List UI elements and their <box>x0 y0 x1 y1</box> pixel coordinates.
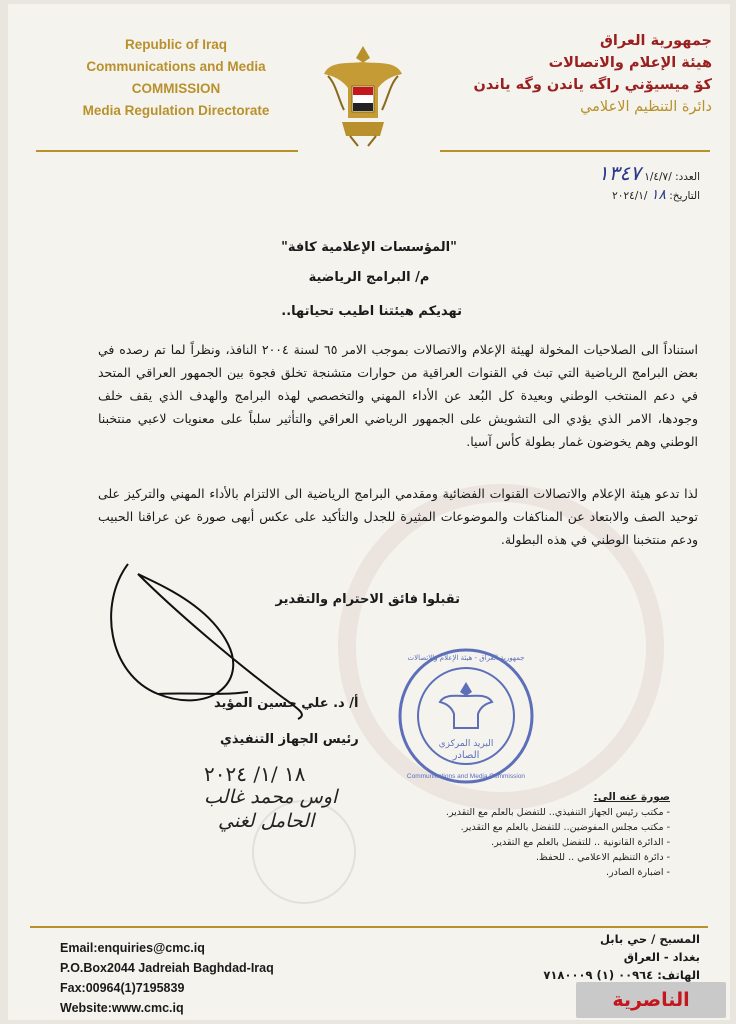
header-en-line-4: Media Regulation Directorate <box>82 103 270 118</box>
iraq-eagle-emblem-icon <box>320 40 406 150</box>
subject-line: م/ البرامج الرياضية <box>308 270 430 285</box>
copies-item: - مكتب مجلس المفوضين.. للتفضل بالعلم مع التقدير. <box>460 822 670 833</box>
stamp-outer-text-en: Communications and Media Commission <box>406 773 526 780</box>
recipient-to: "المؤسسات الإعلامية كافة" <box>281 240 457 255</box>
copies-item: - الدائرة القانونية .. للتفضل بالعلم مع التقدير. <box>491 837 670 848</box>
copies-item: - دائرة التنظيم الاعلامي .. للحفظ. <box>536 852 670 863</box>
reference-number-label: العدد: <box>675 171 700 183</box>
footer-fax: Fax:00964(1)7195839 <box>60 981 185 995</box>
closing-line: تقبلوا فائق الاحترام والتقدير <box>275 592 460 607</box>
reference-date-label: التاريخ: <box>669 190 700 202</box>
header-divider-right <box>440 150 710 152</box>
signatory-title: رئيس الجهاز التنفيذي <box>220 732 359 747</box>
reference-number-value: ١٣٤٧ <box>597 161 641 185</box>
header-en-line-3: COMMISSION <box>131 81 221 96</box>
footer-website: Website:www.cmc.iq <box>60 1001 184 1015</box>
copies-item: - مكتب رئيس الجهاز التنفيذي.. للتفضل بالعلم مع التقدير. <box>445 807 670 818</box>
letter-page <box>8 4 730 1020</box>
header-ar-line-1: جمهورية العراق <box>599 33 712 49</box>
header-ar-line-2: هيئة الإعلام والاتصالات <box>548 55 712 71</box>
header-ar-line-4: دائرة التنظيم الاعلامي <box>580 99 712 115</box>
handwritten-date: ١٨ /١/ ٢٠٢٤ <box>204 762 306 786</box>
reference-date <box>598 186 700 205</box>
stamp-outer-text: جمهورية العراق - هيئة الإعلام والاتصالات <box>407 654 525 662</box>
copies-list <box>446 790 670 880</box>
header-ar-line-3: كۆ ميسيۆني راگه ياندن وگه ياندن <box>473 77 712 93</box>
reference-date-value: ١٨ <box>650 187 666 203</box>
header-divider-left <box>36 150 298 152</box>
official-stamp-icon <box>396 646 536 786</box>
footer-pobox: P.O.Box2044 Jadreiah Baghdad-Iraq <box>60 961 274 975</box>
reference-block <box>597 161 700 205</box>
header-english <box>46 34 306 122</box>
faded-stamp <box>252 800 356 904</box>
footer-ar-line-2: بغداد - العراق <box>623 950 700 964</box>
footer-english <box>60 938 274 1018</box>
handwritten-note-1: اوس محمد غالب <box>204 786 338 808</box>
footer-arabic <box>543 930 700 984</box>
header-arabic <box>412 30 712 118</box>
reference-number-suffix: /١/٤/٧ <box>644 171 672 183</box>
header-en-line-2: Communications and Media <box>86 59 266 74</box>
footer-email: Email:enquiries@cmc.iq <box>60 941 205 955</box>
copies-heading: صورة عنه الى: <box>593 791 670 803</box>
copies-item: - اضبارة الصادر. <box>605 867 670 878</box>
header-en-line-1: Republic of Iraq <box>124 37 227 52</box>
reference-number <box>597 161 700 186</box>
footer-divider <box>30 926 708 928</box>
reference-date-suffix: /٢٠٢٤/١ <box>612 190 648 202</box>
footer-ar-line-3: الهاتف: ٠٠٩٦٤ (١) ٧١٨٠٠٠٩ <box>543 968 700 982</box>
body-paragraph-1: استناداً الى الصلاحيات المخولة لهيئة الإعلام والاتصالات بموجب الامر ٦٥ لسنة ٢٠٠٤ النافذ، ونظراً لما تم رصده في بعض البرامج الرياضية التي تبث في القنوات العراقية من حوارات متشنجة تخلق فجوة بين الجمهور العراقي المتحد في دعم المنتخب الوطني وبعيدة كل البُعد عن الأداء المهني والتخصصي لهذه البرامج والهدف الذي يقف خلف وجودها، الامر الذي يؤدي الى التشويش على الجمهور الرياضي العراقي والتأثير سلباً على معنويات لاعبي منتخبنا الوطني وهم يخوضون غمار بطولة كأس آسيا. <box>98 342 698 449</box>
body-paragraph-2: لذا تدعو هيئة الإعلام والاتصالات القنوات الفضائية ومقدمي البرامج الرياضية الى الالتزام بالأداء المهني والتركيز على توحيد الصف والابتعاد عن المناكفات والموضوعات المثيرة للجدل والتأكيد على عكس أبهى صورة عن عراقنا الحبيب ودعم منتخبنا الوطني في هذه البطولة. <box>98 486 698 547</box>
greeting: تهديكم هيئتنا اطيب تحياتها.. <box>281 304 462 319</box>
news-site-logo: الناصرية <box>576 982 726 1018</box>
signatory-name: أ/ د. علي حسين المؤيد <box>214 696 359 711</box>
stamp-inner-line-1: البريد المركزي <box>438 739 494 749</box>
stamp-inner-line-2: الصادر <box>452 750 480 761</box>
handwritten-note-2: الحامل لغني <box>218 810 315 832</box>
footer-ar-line-1: المسبح / حي بابل <box>599 932 700 946</box>
